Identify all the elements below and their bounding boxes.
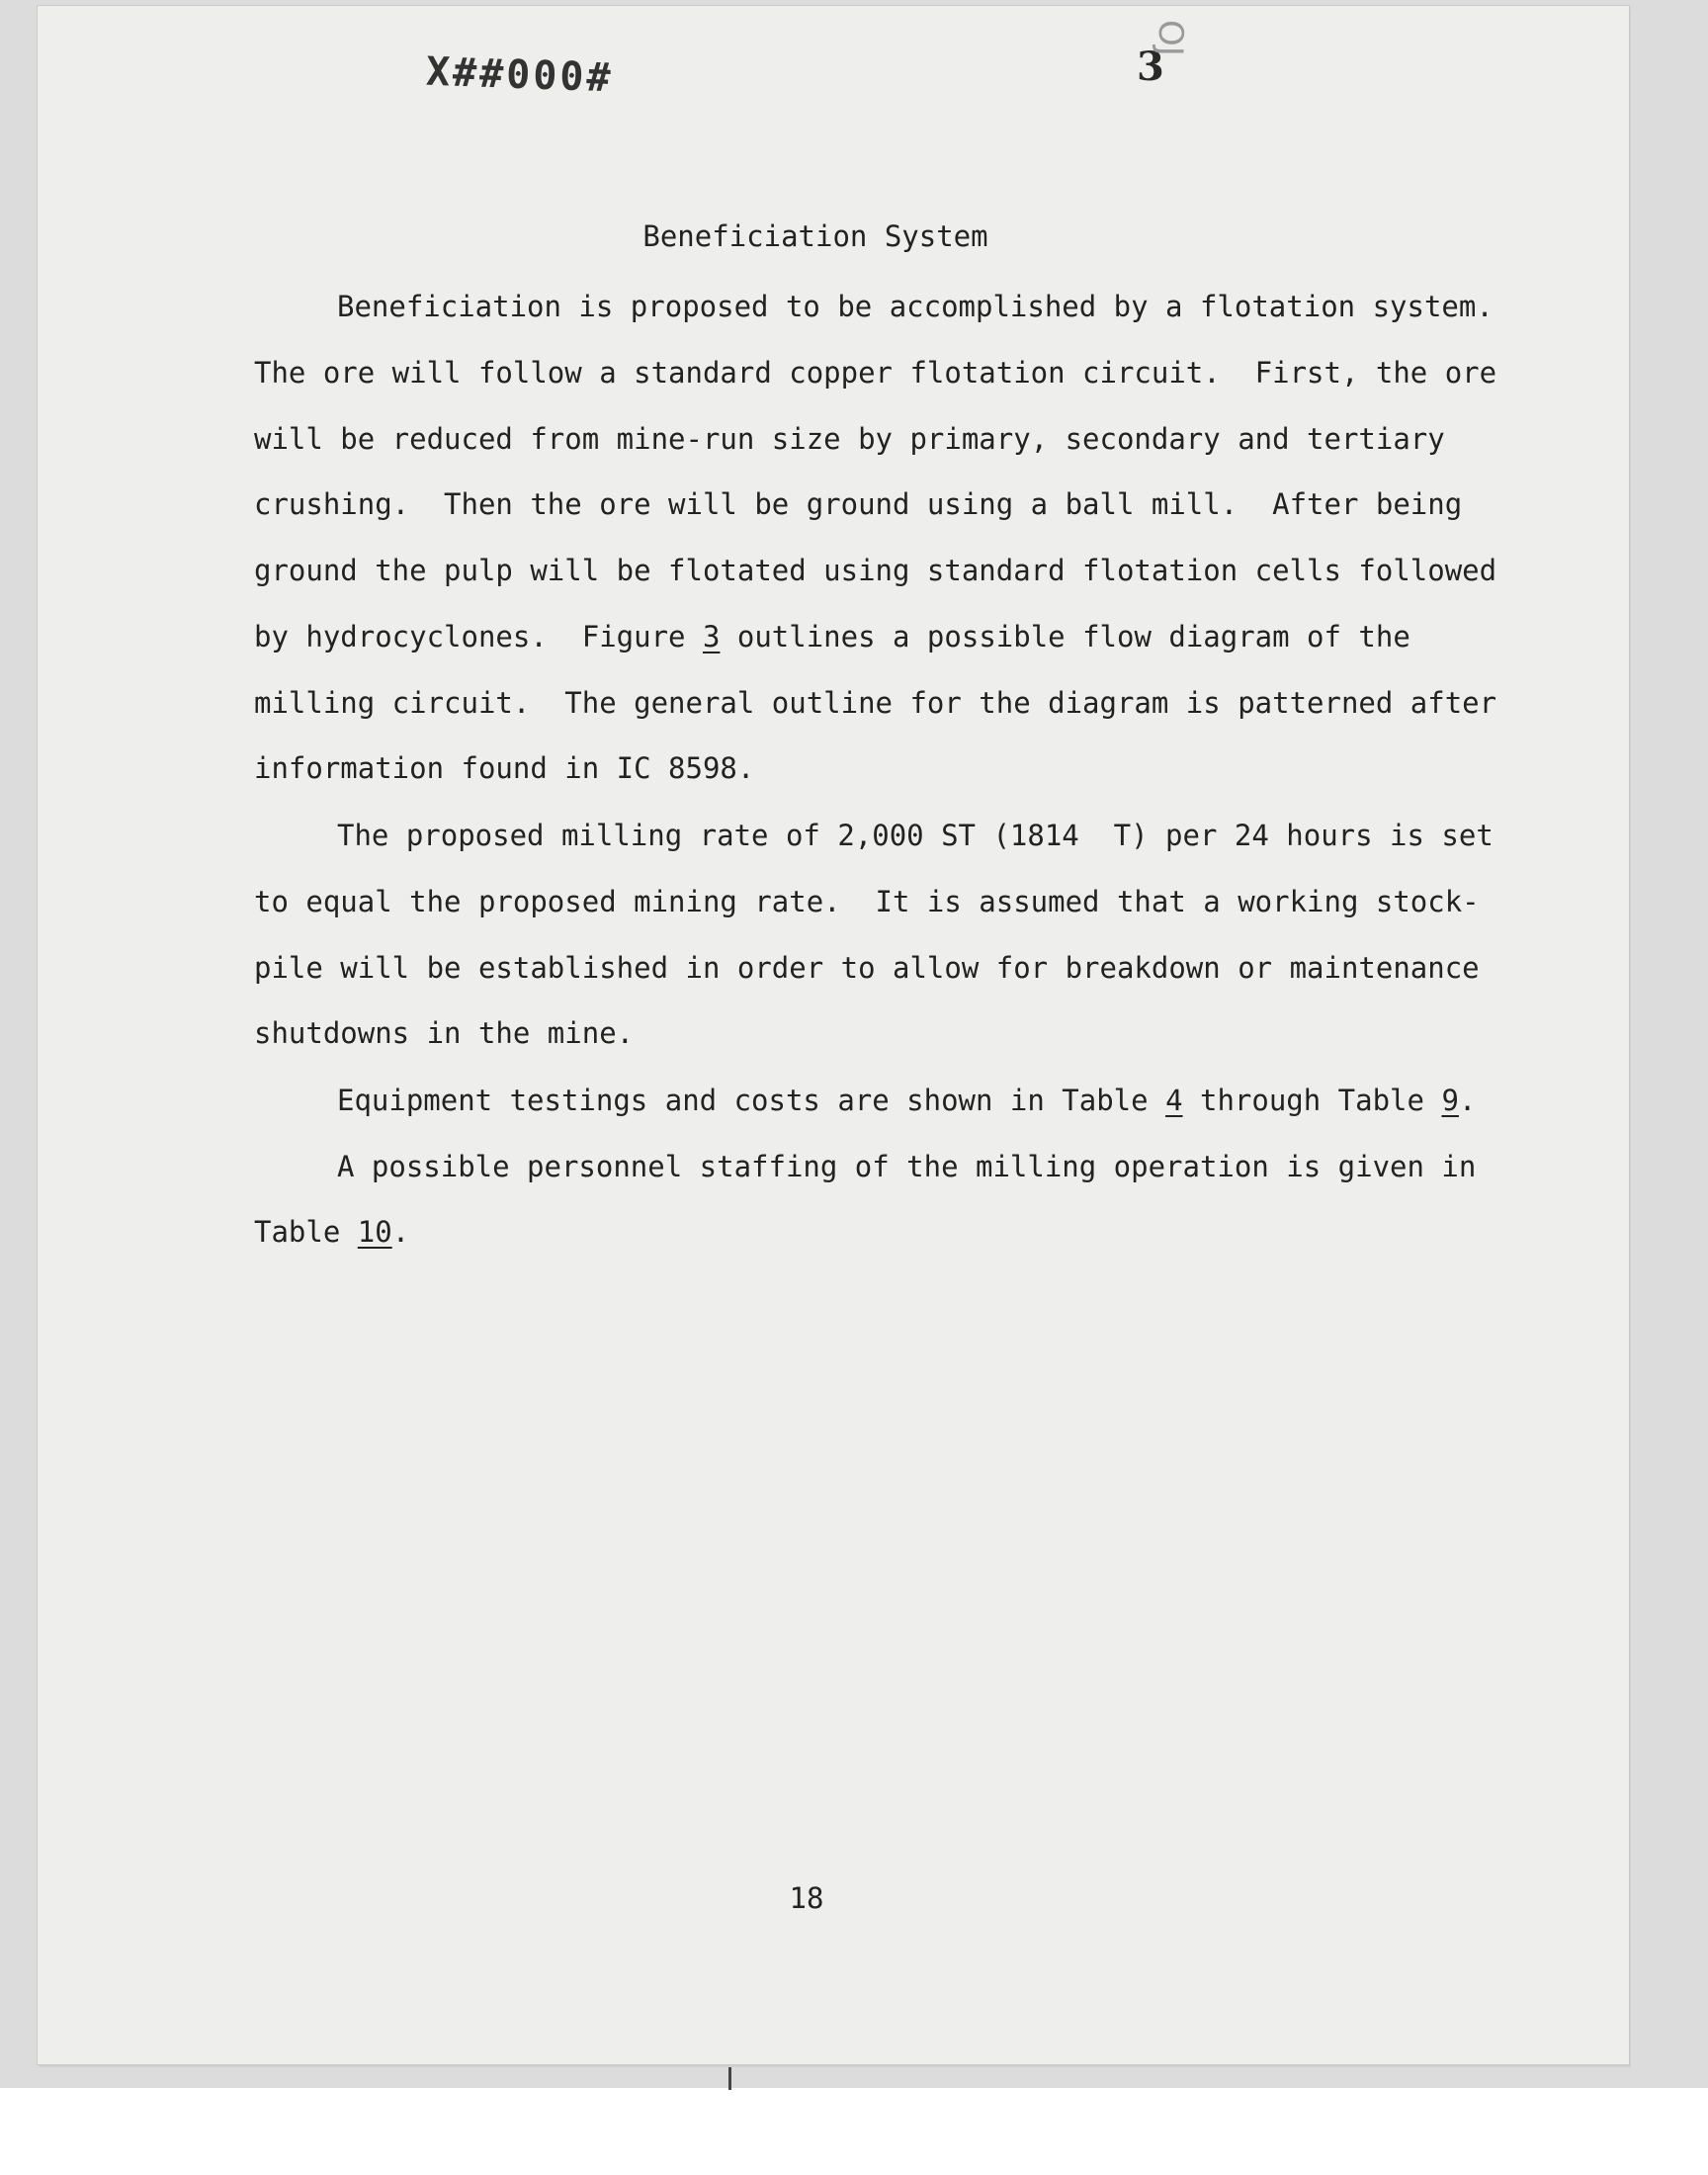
scan-edge-mark — [728, 2064, 731, 2090]
paragraph-1-line: milling circuit. The general outline for the diagram is patterned after — [254, 686, 1497, 720]
scan-margin — [0, 2088, 1708, 2175]
paragraph-3-line — [337, 1081, 1476, 1120]
line-text: . — [1458, 1084, 1477, 1117]
line-text: through Table — [1182, 1084, 1442, 1117]
figure-reference: 3 — [702, 620, 721, 653]
paragraph-2-line: pile will be established in order to allow for breakdown or maintenance — [254, 951, 1480, 985]
line-text: Table — [254, 1215, 358, 1249]
table-reference: 10 — [357, 1215, 392, 1249]
paragraph-2-line: to equal the proposed mining rate. It is assumed that a working stock- — [254, 885, 1480, 918]
paragraph-2-line: shutdowns in the mine. — [254, 1016, 635, 1050]
table-reference: 4 — [1165, 1084, 1183, 1117]
line-text: by hydrocyclones. Figure — [254, 620, 703, 653]
section-heading: Beneficiation System — [642, 219, 988, 253]
paragraph-1-line: will be reduced from mine-run size by primary, secondary and tertiary — [254, 422, 1445, 456]
paragraph-4-line: A possible personnel staffing of the milling operation is given in — [337, 1150, 1477, 1183]
paragraph-4-line — [254, 1212, 409, 1252]
page-number: 18 — [789, 1881, 824, 1915]
paragraph-1-line: Beneficiation is proposed to be accomplished by a flotation system. — [337, 290, 1494, 323]
paragraph-1-line — [254, 617, 1410, 656]
corner-mark: OJ — [1151, 20, 1190, 56]
paragraph-1-line: crushing. Then the ore will be ground using a ball mill. After being — [254, 487, 1463, 521]
handwritten-page-mark: 3 — [1137, 44, 1164, 90]
paragraph-2-line: The proposed milling rate of 2,000 ST (1814 T) per 24 hours is set — [337, 819, 1494, 852]
document-stamp: X##000# — [425, 48, 615, 102]
line-text: outlines a possible flow diagram of the — [720, 620, 1410, 653]
paragraph-1-line: The ore will follow a standard copper flotation circuit. First, the ore — [254, 356, 1497, 390]
table-reference: 9 — [1441, 1084, 1459, 1117]
paragraph-1-line: ground the pulp will be flotated using standard flotation cells followed — [254, 554, 1497, 587]
line-text: . — [391, 1215, 410, 1249]
paragraph-1-line: information found in IC 8598. — [254, 751, 755, 785]
line-text: Equipment testings and costs are shown in Table — [337, 1084, 1166, 1117]
